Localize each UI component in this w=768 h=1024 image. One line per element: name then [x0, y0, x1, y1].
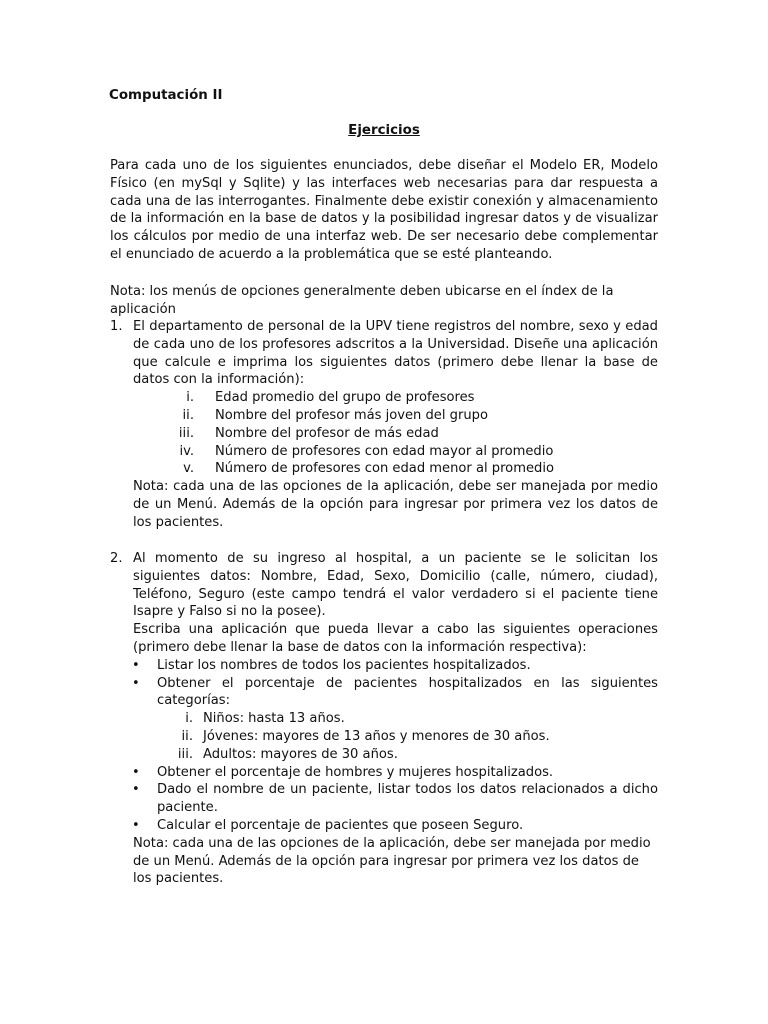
bullet-item	[110, 764, 658, 782]
bullet-item	[110, 657, 658, 675]
bullet-text: Obtener el porcentaje de hombres y mujeres hospitalizados.	[157, 764, 554, 780]
exercise-number: 2.	[110, 551, 123, 566]
bullet-icon: •	[132, 764, 140, 780]
exercise-body	[133, 550, 658, 888]
intro-paragraph: Para cada uno de los siguientes enunciados, debe diseñar el Modelo ER, Modelo Físico (en mySql y Sqlite) y las interfaces web necesarias para dar respuesta a cada una de las interrogantes. Finalmente debe existir conexión y almacenamiento de la información en la base de datos y la posibilidad ingresar datos y de visualizar los cálculos por medio de una interfaz web. De ser necesario debe complementar el enunciado de acuerdo a la problemática que se esté planteando.	[110, 158, 658, 262]
list-item-text: Adultos: mayores de 30 años.	[203, 746, 398, 762]
exercise-1	[110, 318, 658, 532]
bullet-item	[110, 817, 658, 835]
exercise-2	[110, 550, 658, 888]
exercise-note: Nota: cada una de las opciones de la aplicación, debe ser manejada por medio de un Menú. Además de la opción para ingresar por primera vez los datos de los pacientes.	[133, 835, 651, 887]
list-item-number: v.	[183, 461, 194, 477]
list-item-text: Número de profesores con edad menor al promedio	[215, 461, 554, 477]
bullet-text: Obtener el porcentaje de pacientes hospitalizados en las siguientes categorías:	[157, 675, 658, 709]
list-item	[133, 728, 658, 746]
bullet-icon: •	[132, 657, 140, 673]
list-item-number: iii.	[178, 425, 194, 441]
exercise-statement: El departamento de personal de la UPV tiene registros del nombre, sexo y edad de cada uno de los profesores adscritos a la Universidad. Diseñe una aplicación que calcule e imprima los siguientes datos (primero debe llenar la base de datos con la información):	[133, 319, 658, 388]
list-item-number: i.	[186, 390, 194, 406]
exercise-number: 1.	[110, 319, 123, 334]
roman-list	[133, 389, 658, 478]
bullet-item	[110, 675, 658, 711]
list-item	[133, 443, 658, 461]
list-item-text: Número de profesores con edad mayor al promedio	[215, 443, 554, 459]
list-item-text: Nombre del profesor de más edad	[215, 425, 439, 441]
list-item-text: Edad promedio del grupo de profesores	[215, 390, 475, 406]
exercise-instruction: Escriba una aplicación que pueda llevar a cabo las siguientes operaciones (primero debe llenar la base de datos con la información respectiva):	[133, 622, 658, 655]
exercise-note: Nota: cada una de las opciones de la aplicación, debe ser manejada por medio de un Menú. Además de la opción para ingresar por primera vez los datos de los pacientes.	[133, 479, 658, 530]
bullet-text: Dado el nombre de un paciente, listar todos los datos relacionados a dicho paciente.	[157, 782, 658, 816]
bullet-list	[110, 764, 658, 835]
exercise-statement: Al momento de su ingreso al hospital, a un paciente se le solicitan los siguientes datos: Nombre, Edad, Sexo, Domicilio (calle, número, ciudad), Teléfono, Seguro (este campo tendrá el valor verdadero si el paciente tiene Isapre y Falso si no la posee).	[133, 551, 658, 620]
bullet-list	[110, 657, 658, 710]
exercise-body	[133, 318, 658, 532]
list-item-text: Niños: hasta 13 años.	[203, 711, 345, 727]
list-item-number: iv.	[179, 443, 194, 459]
list-item-text: Nombre del profesor más joven del grupo	[215, 407, 488, 423]
bullet-icon: •	[132, 817, 140, 833]
document-title: Computación II	[109, 88, 223, 103]
list-item-number: iii.	[177, 746, 193, 762]
category-list	[133, 710, 658, 763]
section-heading: Ejercicios	[348, 123, 420, 138]
bullet-item	[110, 781, 658, 817]
general-note: Nota: los menús de opciones generalmente deben ubicarse en el índex de la aplicación	[110, 284, 614, 317]
list-item	[133, 746, 658, 764]
list-item-number: ii.	[182, 407, 194, 423]
list-item	[133, 407, 658, 425]
list-item	[133, 710, 658, 728]
list-item-number: i.	[185, 711, 193, 727]
list-item	[133, 389, 658, 407]
list-item-number: ii.	[181, 728, 193, 744]
list-item	[133, 460, 658, 478]
bullet-text: Calcular el porcentaje de pacientes que poseen Seguro.	[157, 817, 524, 833]
bullet-icon: •	[132, 675, 140, 691]
bullet-icon: •	[132, 782, 140, 798]
bullet-text: Listar los nombres de todos los pacientes hospitalizados.	[157, 657, 531, 673]
list-item	[133, 425, 658, 443]
list-item-text: Jóvenes: mayores de 13 años y menores de 30 años.	[203, 728, 550, 744]
